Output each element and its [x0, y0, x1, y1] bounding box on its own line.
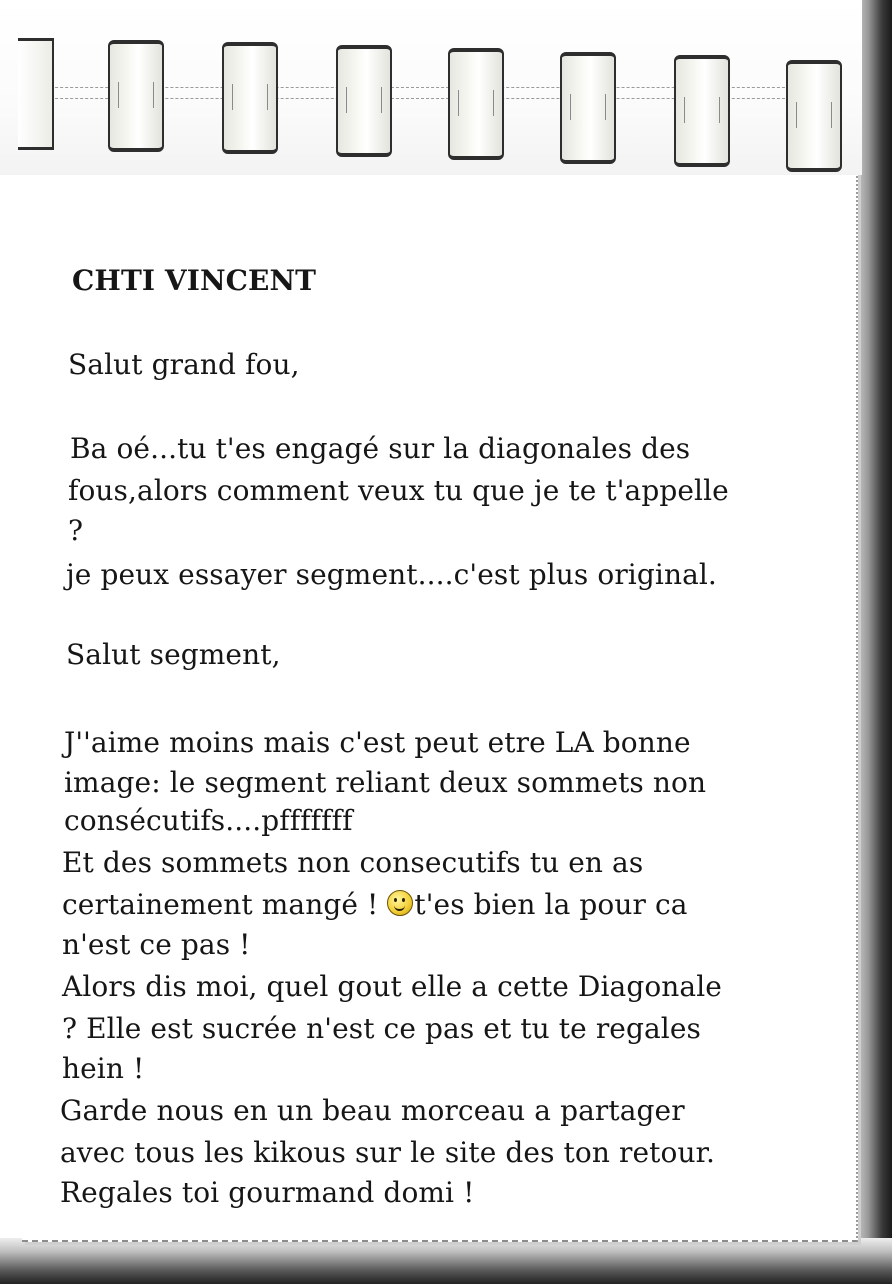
text-line: Salut segment,: [66, 638, 281, 671]
text-line: Garde nous en un beau morceau a partager: [60, 1094, 685, 1127]
text-line: je peux essayer segment....c'est plus original.: [66, 558, 717, 591]
text-line: hein !: [62, 1052, 145, 1085]
text-line: ?: [68, 514, 84, 547]
text-fragment: t'es bien la pour ca: [414, 888, 688, 921]
text-fragment: certainement mangé !: [62, 888, 388, 921]
text-line: Salut grand fou,: [68, 348, 300, 381]
smiley-icon: [387, 890, 413, 916]
page-title: CHTI VINCENT: [72, 264, 317, 297]
text-line: Regales toi gourmand domi !: [60, 1176, 475, 1209]
text-line: J''aime moins mais c'est peut etre LA bonne: [64, 726, 691, 759]
text-line: Alors dis moi, quel gout elle a cette Diagonale: [62, 970, 722, 1003]
text-line: avec tous les kikous sur le site des ton retour.: [60, 1136, 715, 1169]
text-line: image: le segment reliant deux sommets non: [64, 766, 707, 799]
text-line: Et des sommets non consecutifs tu en as: [62, 846, 644, 879]
text-line: ? Elle est sucrée n'est ce pas et tu te regales: [62, 1012, 701, 1045]
text-line: fous,alors comment veux tu que je te t'appelle: [68, 474, 729, 507]
text-line: consécutifs....pfffffff: [64, 804, 353, 837]
text-line-with-emoticon: [62, 888, 688, 921]
text-line: Ba oé...tu t'es engagé sur la diagonales des: [70, 432, 691, 465]
text-line: n'est ce pas !: [62, 928, 251, 961]
